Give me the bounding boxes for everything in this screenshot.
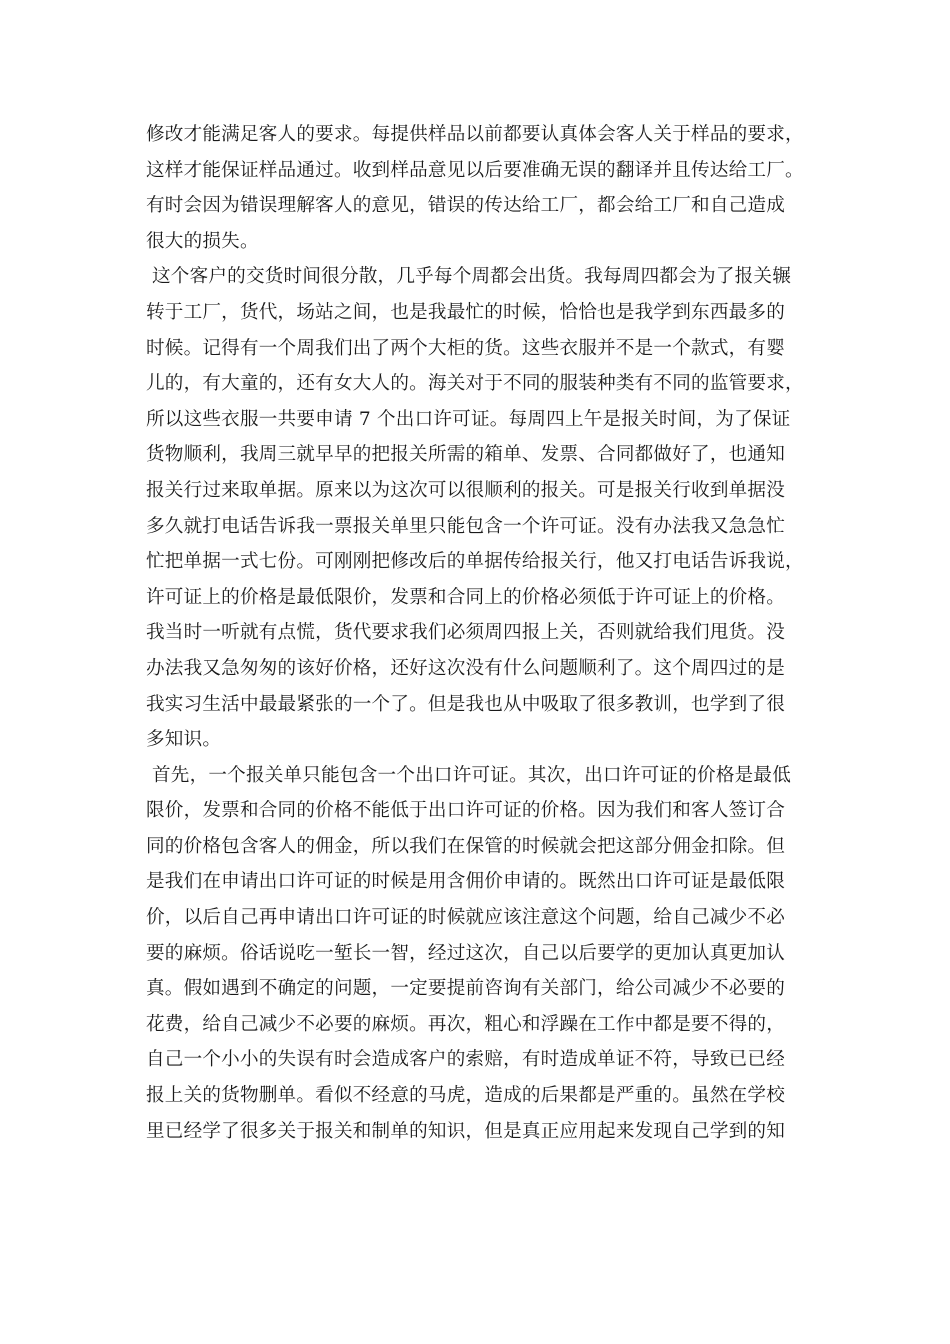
paragraph-start-line: 首先，一个报关单只能包含一个出口许可证。其次，出口许可证的价格是最低 xyxy=(152,764,791,786)
paragraph-start-line: 这个客户的交货时间很分散，几乎每个周都会出货。我每周四都会为了报关辗 xyxy=(152,266,791,288)
text-line: 多久就打电话告诉我一票报关单里只能包含一个许可证。没有办法我又急急忙 xyxy=(146,515,785,537)
text-line: 很大的损失。 xyxy=(146,230,259,252)
text-line: 货物顺利，我周三就早早的把报关所需的箱单、发票、合同都做好了，也通知 xyxy=(146,444,785,466)
text-line: 报上关的货物删单。看似不经意的马虎，造成的后果都是严重的。虽然在学校 xyxy=(146,1085,785,1107)
text-line: 修改才能满足客人的要求。每提供样品以前都要认真体会客人关于样品的要求， xyxy=(146,124,804,145)
text-line: 我实习生活中最最紧张的一个了。但是我也从中吸取了很多教训，也学到了很 xyxy=(146,693,785,715)
text-line: 同的价格包含客人的佣金，所以我们在保管的时候就会把这部分佣金扣除。但 xyxy=(146,835,785,857)
text-line: 转于工厂，货代，场站之间，也是我最忙的时候，恰恰也是我学到东西最多的 xyxy=(146,301,785,323)
text-line: 价，以后自己再申请出口许可证的时候就应该注意这个问题，给自己减少不必 xyxy=(146,907,785,929)
body-text xyxy=(146,117,826,1149)
text-line: 忙把单据一式七份。可刚刚把修改后的单据传给报关行，他又打电话告诉我说， xyxy=(146,551,804,573)
text-line: 儿的，有大童的，还有女大人的。海关对于不同的服装种类有不同的监管要求， xyxy=(146,373,804,395)
text-line: 真。假如遇到不确定的问题，一定要提前咨询有关部门，给公司减少不必要的 xyxy=(146,978,785,1000)
text-line: 时候。记得有一个周我们出了两个大柜的货。这些衣服并不是一个款式，有婴 xyxy=(146,337,785,359)
text-line: 报关行过来取单据。原来以为这次可以很顺利的报关。可是报关行收到单据没 xyxy=(146,479,785,501)
text-line: 所以这些衣服一共要申请 7 个出口许可证。每周四上午是报关时间，为了保证 xyxy=(146,408,791,430)
text-line: 花费，给自己减少不必要的麻烦。再次，粗心和浮躁在工作中都是要不得的， xyxy=(146,1013,785,1035)
text-line: 许可证上的价格是最低限价，发票和合同上的价格必须低于许可证上的价格。 xyxy=(146,586,785,608)
text-line: 是我们在申请出口许可证的时候是用含佣价申请的。既然出口许可证是最低限 xyxy=(146,871,785,893)
text-line: 有时会因为错误理解客人的意见，错误的传达给工厂，都会给工厂和自己造成 xyxy=(146,195,785,217)
text-line: 办法我又急匆匆的该好价格，还好这次没有什么问题顺利了。这个周四过的是 xyxy=(146,657,785,679)
text-line: 里已经学了很多关于报关和制单的知识，但是真正应用起来发现自己学到的知 xyxy=(146,1120,785,1142)
text-line: 多知识。 xyxy=(146,729,222,751)
text-line: 要的麻烦。俗话说吃一堑长一智，经过这次，自己以后要学的更加认真更加认 xyxy=(146,942,785,964)
text-line: 自己一个小小的失误有时会造成客户的索赔，有时造成单证不符，导致已已经 xyxy=(146,1049,785,1071)
text-line: 限价，发票和合同的价格不能低于出口许可证的价格。因为我们和客人签订合 xyxy=(146,800,785,822)
text-line: 我当时一听就有点慌，货代要求我们必须周四报上关，否则就给我们甩货。没 xyxy=(146,622,785,644)
text-line: 这样才能保证样品通过。收到样品意见以后要准确无误的翻译并且传达给工厂。 xyxy=(146,159,804,181)
